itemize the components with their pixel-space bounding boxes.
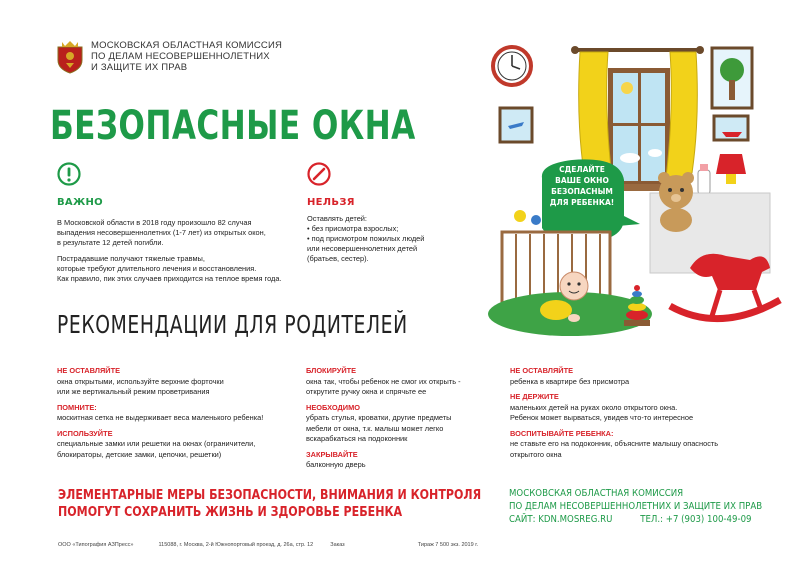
- recommendations-col-3: [510, 366, 718, 460]
- rec-heading: НЕ ОСТАВЛЯЙТЕ: [57, 366, 121, 375]
- imprint-run: Тираж 7 500 экз. 2019 г.: [417, 542, 479, 548]
- slogan-line: ПОМОГУТ СОХРАНИТЬ ЖИЗНЬ И ЗДОРОВЬЕ РЕБЕНКА: [58, 504, 403, 520]
- bubble-text: [542, 164, 622, 208]
- org-line: МОСКОВСКАЯ ОБЛАСТНАЯ КОМИССИЯ: [91, 39, 283, 51]
- rec-line: или же вертикальный режим проветривания: [57, 387, 210, 396]
- rec-line: убрать стулья, кроватки, другие предметы: [306, 413, 452, 422]
- rec-line: не ставьте его на подоконник, объясните малышу опасность: [510, 439, 719, 448]
- rec-heading: БЛОКИРУЙТЕ: [306, 366, 357, 375]
- page-title: БЕЗОПАСНЫЕ ОКНА: [50, 103, 416, 149]
- contact-site[interactable]: САЙТ: KDN.MOSREG.RU: [509, 514, 613, 525]
- org-line: ПО ДЕЛАМ НЕСОВЕРШЕННОЛЕТНИХ: [91, 50, 270, 62]
- imprint-address: 115088, г. Москва, 2-й Южнопортовый проезд, д. 26а, стр. 12: [158, 542, 314, 548]
- prohibited-icon: [307, 162, 331, 186]
- bubble-line: ВАШЕ ОКНО: [555, 176, 609, 185]
- recommendations-title: РЕКОМЕНДАЦИИ ДЛЯ РОДИТЕЛЕЙ: [57, 310, 408, 339]
- coat-of-arms-icon: [55, 38, 85, 74]
- rec-line: москитная сетка не выдерживает веса маленького ребенка!: [57, 413, 264, 422]
- print-imprint: [58, 542, 478, 548]
- recommendations-col-2: [306, 366, 461, 471]
- imprint-printer: ООО «Типография АЗПресс»: [58, 542, 134, 548]
- rec-line: открытого окна: [510, 449, 562, 459]
- text-line: Как правило, пик этих случаев приходится на теплое время года.: [57, 274, 282, 283]
- lamp-icon: [716, 154, 746, 184]
- exclamation-icon: [57, 162, 81, 186]
- org-name: [91, 40, 282, 73]
- rec-line: окна так, чтобы ребенок не смог их открыть -: [306, 376, 461, 386]
- important-heading: ВАЖНО: [57, 197, 103, 208]
- text-line: • без присмотра взрослых;: [307, 224, 399, 233]
- important-text: [57, 218, 282, 284]
- contact-block: [509, 487, 762, 526]
- rec-heading: ЗАКРЫВАЙТЕ: [306, 449, 358, 459]
- contact-org-line: ПО ДЕЛАМ НЕСОВЕРШЕННОЛЕТНИХ И ЗАЩИТЕ ИХ ПРАВ: [509, 501, 763, 512]
- teddy-bear-icon: [658, 172, 694, 232]
- imprint-order: Заказ: [330, 542, 345, 548]
- rec-line: балконную дверь: [306, 460, 366, 469]
- forbidden-heading: НЕЛЬЗЯ: [307, 197, 355, 208]
- text-line: Оставлять детей:: [307, 214, 367, 223]
- rec-line: вскарабкаться на подоконник: [306, 434, 408, 443]
- rec-line: открутите ручку окна и спрячьте ее: [306, 387, 427, 396]
- tree-picture-icon: [712, 48, 752, 108]
- rec-heading: ПОМНИТЕ:: [57, 402, 97, 412]
- text-line: В Московской области в 2018 году произошло 82 случая: [57, 218, 252, 227]
- text-line: или несовершеннолетних детей: [307, 244, 418, 253]
- text-line: в результате 12 детей погибли.: [57, 238, 164, 247]
- rec-heading: ВОСПИТЫВАЙТЕ РЕБЕНКА:: [510, 428, 614, 438]
- safety-slogan: [58, 487, 481, 521]
- rec-line: мебели от окна, т.к. малыш может легко: [306, 423, 444, 433]
- org-line: И ЗАЩИТЕ ИХ ПРАВ: [91, 61, 188, 73]
- text-line: выпадения несовершеннолетних (1-7 лет) из открытых окон,: [57, 228, 266, 237]
- rec-heading: НЕОБХОДИМО: [306, 402, 361, 412]
- contact-phone[interactable]: ТЕЛ.: +7 (903) 100-49-09: [640, 514, 752, 525]
- nursery-illustration: [480, 28, 790, 348]
- rec-line: ребенка в квартире без присмотра: [510, 376, 630, 386]
- text-line: (братьев, сестер).: [307, 254, 369, 263]
- rec-heading: НЕ ОСТАВЛЯЙТЕ: [510, 366, 574, 375]
- contact-org-line: МОСКОВСКАЯ ОБЛАСТНАЯ КОМИССИЯ: [509, 488, 684, 499]
- bubble-line: ДЛЯ РЕБЕНКА!: [549, 198, 615, 207]
- recommendations-col-1: [57, 366, 263, 460]
- bubble-line: СДЕЛАЙТЕ: [559, 165, 605, 174]
- text-line: которые требуют длительного лечения и восстановления.: [57, 264, 257, 273]
- forbidden-text: [307, 214, 424, 264]
- rec-line: блокираторы, детские замки, цепочки, решетки): [57, 449, 222, 459]
- rec-heading: НЕ ДЕРЖИТЕ: [510, 392, 559, 401]
- bubble-line: БЕЗОПАСНЫМ: [551, 187, 613, 196]
- rec-line: Ребенок может вырваться, увидев что-то интересное: [510, 413, 694, 422]
- clock-icon: [493, 47, 531, 85]
- rec-heading: ИСПОЛЬЗУЙТЕ: [57, 428, 113, 438]
- boat-picture-icon: [714, 116, 748, 140]
- org-header: [55, 38, 282, 74]
- text-line: • под присмотром пожилых людей: [307, 234, 425, 243]
- slogan-line: ЭЛЕМЕНТАРНЫЕ МЕРЫ БЕЗОПАСНОСТИ, ВНИМАНИЯ И КОНТРОЛЯ: [58, 487, 482, 503]
- plane-picture-icon: [500, 108, 532, 142]
- rec-line: маленьких детей на руках около открытого окна.: [510, 402, 678, 412]
- rec-line: окна открытыми, используйте верхние форточки: [57, 376, 224, 386]
- text-line: Пострадавшие получают тяжелые травмы,: [57, 254, 205, 263]
- rec-line: специальные замки или решетки на окнах (ограничители,: [57, 439, 256, 448]
